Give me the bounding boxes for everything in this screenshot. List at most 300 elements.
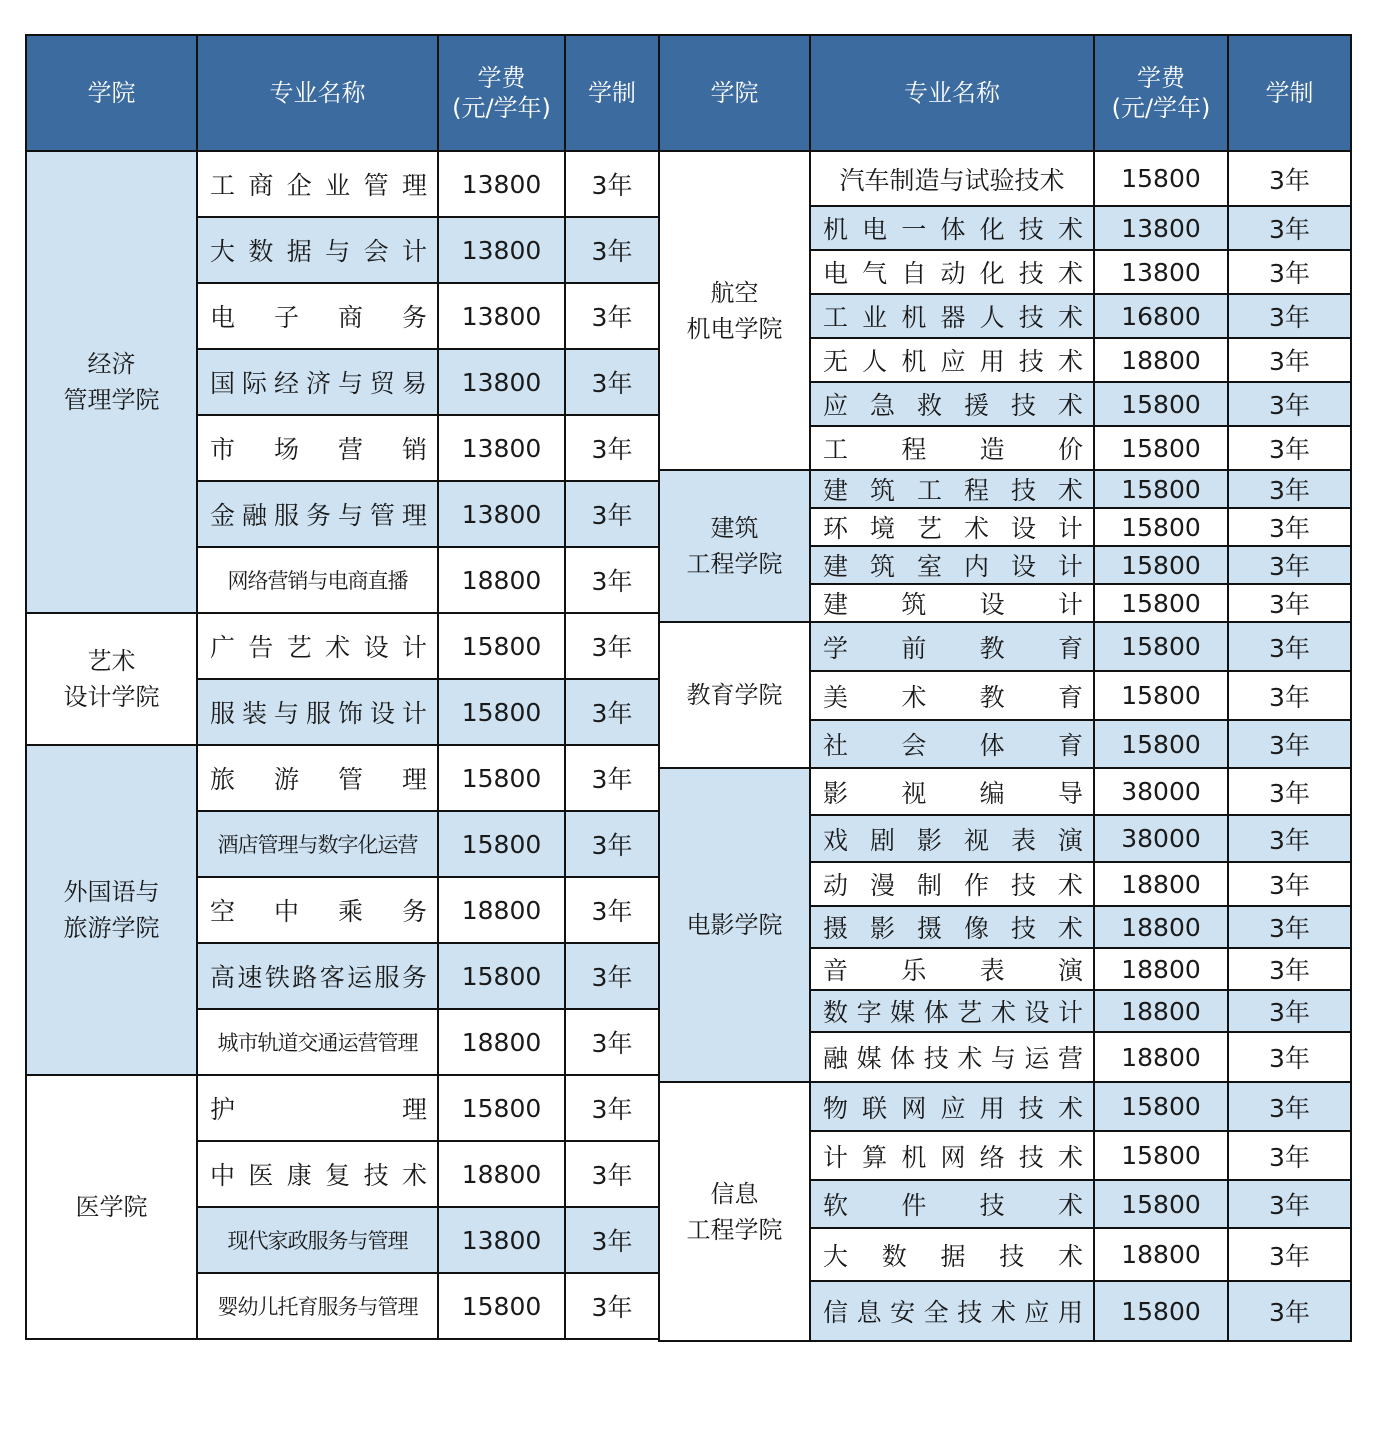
college-name	[26, 745, 197, 1075]
major-name-char: 机	[901, 1142, 927, 1172]
major-name-char: 摄	[823, 914, 849, 943]
major-name-char: 程	[901, 435, 927, 464]
major-name-char: 术	[1057, 1241, 1083, 1271]
duration: 3年	[1228, 948, 1351, 990]
major-name-char: 金	[210, 501, 236, 530]
major-name-char: 复	[325, 1161, 351, 1190]
duration: 3年	[1228, 1180, 1351, 1228]
major-name-char: 影	[916, 825, 942, 855]
duration: 3年	[565, 1273, 659, 1339]
major-name-char: 影	[823, 778, 849, 808]
major-name-char: 用	[979, 347, 1005, 376]
major-name-text	[811, 430, 1093, 466]
major-name-char: 术	[1057, 391, 1083, 420]
major-name-char: 机	[901, 303, 927, 332]
duration: 3年	[1228, 584, 1351, 622]
major-name-char: 美	[823, 682, 849, 712]
major-name-char: 戏	[823, 825, 849, 855]
major-name-text	[811, 471, 1093, 507]
major-name-char: 电	[823, 259, 849, 288]
major-name-char: 援	[963, 391, 989, 420]
major-name-text	[811, 210, 1093, 246]
duration: 3年	[1228, 622, 1351, 671]
major-name-char: 计	[1057, 514, 1083, 543]
major-name-char: 术	[990, 998, 1016, 1027]
major-name-char: 会	[901, 731, 927, 760]
college-name-line2: 机电学院	[686, 314, 783, 343]
tuition-fee: 18800	[438, 1009, 565, 1075]
major-name-char: 电	[210, 303, 236, 332]
tuition-fee: 15800	[1094, 470, 1228, 508]
major-name-char: 一	[901, 215, 927, 244]
major-name-char: 空	[210, 897, 236, 926]
duration: 3年	[1228, 1281, 1351, 1341]
major-name	[810, 546, 1094, 584]
duration: 3年	[1228, 338, 1351, 382]
duration: 3年	[565, 1141, 659, 1207]
college-name	[659, 622, 810, 768]
major-name	[197, 1273, 438, 1339]
major-name-char: 理	[401, 171, 427, 200]
major-name-text	[198, 892, 437, 928]
major-name-text: 网络营销与电商直播	[227, 569, 408, 593]
header-row	[659, 35, 1351, 151]
major-name-char: 融	[823, 1044, 849, 1073]
major-name-char: 术	[325, 633, 351, 662]
major-name-text	[811, 585, 1093, 621]
major-name-char: 程	[963, 476, 989, 505]
major-name-text	[198, 1090, 437, 1126]
duration: 3年	[1228, 720, 1351, 768]
tuition-fee: 15800	[438, 613, 565, 679]
major-name	[197, 943, 438, 1009]
header-fee-line2: (元/学年)	[1111, 94, 1211, 122]
major-name-char: 术	[1057, 1191, 1083, 1220]
duration: 3年	[1228, 768, 1351, 815]
major-name	[810, 426, 1094, 470]
major-name-char: 摄	[916, 914, 942, 943]
major-name-text	[198, 628, 437, 664]
college-name-line2: 旅游学院	[63, 914, 160, 942]
tuition-fee: 38000	[1094, 768, 1228, 815]
major-name	[810, 1228, 1094, 1281]
tuition-fee: 15800	[1094, 546, 1228, 584]
tuition-fee: 18800	[1094, 862, 1228, 906]
major-name-char: 与	[337, 369, 363, 398]
major-name-char: 物	[823, 1093, 849, 1123]
major-name-char: 服	[273, 501, 299, 530]
college-name-line1: 医学院	[75, 1193, 148, 1221]
major-name-char: 医	[248, 1161, 274, 1190]
major-name-text	[811, 1293, 1093, 1329]
major-name-char: 理	[401, 1095, 427, 1124]
tuition-fee: 18800	[438, 877, 565, 943]
college-name-line1: 外国语与	[63, 878, 160, 906]
major-name	[197, 349, 438, 415]
major-name-char: 件	[901, 1191, 927, 1220]
college-name-line2: 管理学院	[63, 386, 160, 414]
major-name	[197, 745, 438, 811]
major-name-text	[811, 298, 1093, 334]
major-name-text	[811, 821, 1093, 857]
major-name-char: 应	[823, 391, 849, 420]
major-name-char: 贸	[369, 369, 395, 398]
duration: 3年	[565, 943, 659, 1009]
major-name-text: 汽车制造与试验技术	[839, 165, 1065, 195]
major-name-char: 乘	[337, 897, 363, 926]
major-name-text: 婴幼儿托育服务与管理	[217, 1295, 418, 1319]
major-name-char: 机	[823, 215, 849, 244]
major-name-char: 筑	[869, 552, 895, 581]
major-name-char: 务	[401, 963, 427, 992]
major-name	[810, 1281, 1094, 1341]
duration: 3年	[1228, 426, 1351, 470]
major-name-char: 室	[916, 552, 942, 581]
major-name-char: 技	[1010, 871, 1036, 900]
major-name-text	[811, 342, 1093, 378]
major-name-text: 城市轨道交通运营管理	[217, 1031, 418, 1055]
header-duration: 学制	[1228, 35, 1351, 151]
major-name-char: 务	[401, 897, 427, 926]
major-name-char: 急	[869, 391, 895, 420]
major-name-char: 演	[1057, 956, 1083, 985]
major-name-text	[198, 760, 437, 796]
duration: 3年	[565, 745, 659, 811]
major-name-char: 术	[1057, 871, 1083, 900]
major-name-text	[811, 1186, 1093, 1222]
major-name	[197, 877, 438, 943]
major-name-char: 服	[305, 699, 331, 728]
major-name-char: 网	[901, 1093, 927, 1123]
college-name	[26, 1075, 197, 1339]
major-name-char: 救	[916, 391, 942, 420]
major-name-char: 工	[210, 171, 236, 200]
major-name-char: 融	[241, 501, 267, 530]
major-name-char: 业	[862, 303, 888, 332]
major-name-char: 技	[1010, 914, 1036, 943]
major-name-char: 设	[1024, 998, 1050, 1027]
major-name-text	[198, 694, 437, 730]
major-name-char: 化	[979, 215, 1005, 244]
major-name-text	[811, 509, 1093, 545]
duration: 3年	[565, 481, 659, 547]
tuition-fee: 15800	[438, 943, 565, 1009]
major-name-char: 建	[823, 590, 849, 619]
major-name-char: 建	[823, 476, 849, 505]
college-name-line1: 教育学院	[686, 681, 783, 709]
major-name-text	[198, 430, 437, 466]
major-name-char: 算	[862, 1142, 888, 1172]
major-name-char: 无	[823, 347, 849, 376]
major-name-char: 视	[901, 778, 927, 808]
tuition-fee: 18800	[438, 1141, 565, 1207]
major-name-char: 音	[823, 956, 849, 985]
major-name	[810, 1082, 1094, 1131]
duration: 3年	[1228, 990, 1351, 1032]
major-name-char: 教	[979, 682, 1005, 712]
major-name-char: 管	[363, 171, 389, 200]
major-name-text	[198, 298, 437, 334]
major-name-char: 术	[1057, 215, 1083, 244]
major-name-char: 视	[963, 825, 989, 855]
table-row	[659, 1082, 1351, 1131]
tuition-fee: 18800	[438, 547, 565, 613]
tuition-fee: 15800	[1094, 1131, 1228, 1180]
college-name-line2: 工程学院	[686, 550, 783, 578]
tuition-fee: 15800	[438, 745, 565, 811]
major-name-char: 设	[369, 699, 395, 728]
major-name-char: 术	[1057, 347, 1083, 376]
major-name-char: 告	[248, 633, 274, 662]
duration: 3年	[1228, 1228, 1351, 1281]
tuition-fee: 13800	[438, 415, 565, 481]
header-duration: 学制	[565, 35, 659, 151]
tuition-fee: 15800	[1094, 382, 1228, 426]
major-name-text	[198, 364, 437, 400]
major-name-char: 导	[1057, 778, 1083, 808]
major-name-char: 网	[940, 1142, 966, 1172]
tuition-fee: 13800	[438, 151, 565, 217]
duration: 3年	[565, 1009, 659, 1075]
duration: 3年	[1228, 815, 1351, 862]
major-name-char: 与	[337, 501, 363, 530]
major-name-char: 用	[1057, 1298, 1083, 1327]
major-name-char: 会	[363, 237, 389, 266]
major-name-text: 酒店管理与数字化运营	[217, 833, 418, 857]
major-name-char: 建	[823, 552, 849, 581]
major-name	[810, 671, 1094, 720]
major-name-char: 制	[916, 871, 942, 900]
major-name-text	[811, 993, 1093, 1029]
major-name	[197, 415, 438, 481]
major-name-char: 表	[1010, 825, 1036, 855]
major-name-char: 术	[1057, 259, 1083, 288]
major-name-char: 设	[1010, 552, 1036, 581]
table-row	[659, 768, 1351, 815]
major-name-char: 艺	[957, 998, 983, 1027]
major-name	[197, 679, 438, 745]
duration: 3年	[1228, 294, 1351, 338]
major-name	[810, 815, 1094, 862]
major-name-char: 理	[401, 501, 427, 530]
major-name-char: 运	[347, 963, 373, 992]
tuition-fee: 18800	[1094, 1032, 1228, 1082]
major-name	[810, 720, 1094, 768]
tuition-fee: 15800	[1094, 720, 1228, 768]
major-name-text	[811, 254, 1093, 290]
major-name-char: 电	[862, 215, 888, 244]
major-name-text	[811, 774, 1093, 810]
major-name-char: 与	[273, 699, 299, 728]
table-row	[659, 151, 1351, 206]
duration: 3年	[565, 547, 659, 613]
major-name-char: 广	[210, 633, 236, 662]
major-name-char: 像	[963, 914, 989, 943]
tuition-fee: 16800	[1094, 294, 1228, 338]
major-name-char: 育	[1057, 731, 1083, 760]
major-name-char: 管	[369, 501, 395, 530]
major-name-char: 表	[979, 956, 1005, 985]
major-name-char: 社	[823, 731, 849, 760]
header-major: 专业名称	[810, 35, 1094, 151]
major-name-char: 经	[273, 369, 299, 398]
duration: 3年	[565, 679, 659, 745]
tuition-fee: 18800	[1094, 906, 1228, 948]
major-name-char: 术	[957, 1044, 983, 1073]
major-name-text	[811, 386, 1093, 422]
major-name-char: 艺	[286, 633, 312, 662]
tuition-fee: 15800	[1094, 151, 1228, 206]
major-name-char: 康	[286, 1161, 312, 1190]
major-name-text	[811, 1138, 1093, 1174]
major-name-char: 体	[940, 215, 966, 244]
major-name-char: 术	[1057, 1093, 1083, 1123]
major-name-char: 据	[940, 1241, 966, 1271]
tuition-fee: 15800	[438, 679, 565, 745]
major-name-char: 国	[210, 369, 236, 398]
college-name	[659, 151, 810, 470]
major-name-char: 计	[1057, 590, 1083, 619]
major-name-char: 气	[862, 259, 888, 288]
major-name-char: 全	[923, 1298, 949, 1327]
college-name-line2: 工程学院	[686, 1215, 783, 1244]
duration: 3年	[565, 1075, 659, 1141]
major-name-char: 内	[963, 552, 989, 581]
header-college: 学院	[659, 35, 810, 151]
major-name-char: 术	[1057, 476, 1083, 505]
header-fee-line2: (元/学年)	[452, 94, 551, 122]
table-row	[26, 745, 659, 811]
major-name-char: 术	[1057, 914, 1083, 943]
major-name-char: 铁	[264, 963, 290, 992]
major-name-text	[811, 951, 1093, 987]
major-name-char: 术	[901, 682, 927, 712]
major-name-char: 育	[1057, 682, 1083, 712]
major-name-text	[198, 958, 437, 994]
major-name-text	[811, 1039, 1093, 1075]
duration: 3年	[1228, 151, 1351, 206]
major-name	[197, 151, 438, 217]
major-name	[197, 1075, 438, 1141]
major-name-char: 子	[273, 303, 299, 332]
college-name-line2: 设计学院	[63, 683, 160, 711]
major-name-char: 业	[325, 171, 351, 200]
tuition-fee: 15800	[1094, 508, 1228, 546]
major-name-char: 造	[979, 435, 1005, 464]
college-name	[659, 768, 810, 1082]
tuition-fee: 15800	[1094, 426, 1228, 470]
major-name	[810, 1131, 1094, 1180]
major-name-text	[811, 909, 1093, 945]
major-name-char: 服	[210, 699, 236, 728]
college-name-line1: 经济	[87, 350, 136, 378]
major-name-char: 计	[1057, 552, 1083, 581]
major-name-text	[811, 1089, 1093, 1125]
major-name	[197, 811, 438, 877]
major-name-char: 运	[1024, 1044, 1050, 1073]
duration: 3年	[1228, 508, 1351, 546]
major-name-char: 联	[862, 1093, 888, 1123]
major-name-char: 技	[1018, 215, 1044, 244]
major-name-char: 作	[963, 871, 989, 900]
major-name-char: 字	[856, 998, 882, 1027]
major-name-char: 中	[210, 1161, 236, 1190]
major-name-char: 软	[823, 1191, 849, 1220]
duration: 3年	[565, 283, 659, 349]
major-name-char: 技	[1018, 259, 1044, 288]
duration: 3年	[1228, 250, 1351, 294]
header-row	[26, 35, 659, 151]
duration: 3年	[1228, 671, 1351, 720]
major-name	[197, 1009, 438, 1075]
college-name	[26, 613, 197, 745]
tuition-fee: 15800	[438, 1273, 565, 1339]
major-name-char: 技	[1018, 347, 1044, 376]
major-name-char: 自	[901, 259, 927, 288]
major-name-char: 数	[248, 237, 274, 266]
major-name-char: 际	[241, 369, 267, 398]
major-name-char: 客	[319, 963, 345, 992]
major-name-char: 技	[923, 1044, 949, 1073]
major-name	[197, 283, 438, 349]
major-name-char: 筑	[869, 476, 895, 505]
duration: 3年	[1228, 1082, 1351, 1131]
major-name-char: 服	[374, 963, 400, 992]
major-name-char: 大	[823, 1241, 849, 1271]
major-name-char: 旅	[210, 765, 236, 794]
major-name-char: 工	[916, 476, 942, 505]
major-name-char: 用	[979, 1093, 1005, 1123]
major-name	[810, 906, 1094, 948]
major-name-text	[811, 547, 1093, 583]
major-name	[197, 481, 438, 547]
tuition-fee: 13800	[438, 349, 565, 415]
duration: 3年	[1228, 546, 1351, 584]
right-fee-table	[658, 34, 1352, 1342]
tuition-fee: 13800	[438, 217, 565, 283]
major-name-char: 工	[823, 303, 849, 332]
major-name-char: 应	[1024, 1298, 1050, 1327]
table-row	[26, 1075, 659, 1141]
tuition-fee: 15800	[1094, 584, 1228, 622]
major-name-char: 务	[401, 303, 427, 332]
college-name-line1: 艺术	[87, 647, 136, 675]
table-row	[659, 470, 1351, 508]
major-name	[810, 470, 1094, 508]
major-name-char: 乐	[901, 956, 927, 985]
duration: 3年	[565, 1207, 659, 1273]
major-name-char: 机	[901, 347, 927, 376]
major-name-char: 艺	[916, 514, 942, 543]
major-name-char: 术	[401, 1161, 427, 1190]
major-name-char: 饰	[337, 699, 363, 728]
major-name-char: 技	[363, 1161, 389, 1190]
major-name-char: 游	[273, 765, 299, 794]
major-name-char: 市	[210, 435, 236, 464]
major-name	[197, 547, 438, 613]
major-name-char: 体	[923, 998, 949, 1027]
college-name-line1: 信息	[710, 1179, 759, 1208]
major-name-text	[811, 866, 1093, 902]
tuition-fee: 13800	[438, 481, 565, 547]
major-name-char: 济	[305, 369, 331, 398]
major-name-char: 媒	[856, 1044, 882, 1073]
duration: 3年	[565, 415, 659, 481]
major-name-char: 络	[979, 1142, 1005, 1172]
major-name-char: 计	[1057, 998, 1083, 1027]
duration: 3年	[1228, 206, 1351, 250]
major-name-char: 路	[292, 963, 318, 992]
